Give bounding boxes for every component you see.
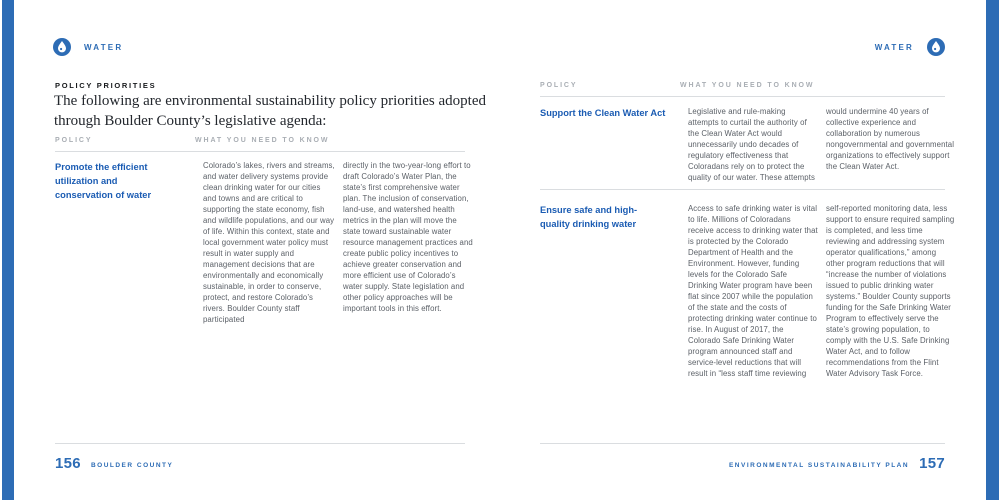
table-row (540, 106, 955, 183)
page-edge-accent-right (986, 0, 999, 500)
right-page-header (875, 38, 945, 56)
policy-body-column-1: Legislative and rule-making attempts to curtail the authority of the Clean Water Act would unnecessarily undo decades of regulatory effectiveness that Coloradans rely on to protect the quality of our water. These attempts (688, 107, 815, 182)
right-page-footer (729, 455, 945, 472)
policy-priorities-eyebrow: POLICY PRIORITIES (55, 81, 157, 90)
water-drop-icon (927, 38, 945, 56)
right-column-header-know: WHAT YOU NEED TO KNOW (680, 82, 815, 89)
left-page-header (53, 38, 123, 56)
right-footer-label: ENVIRONMENTAL SUSTAINABILITY PLAN (728, 462, 910, 469)
left-page-footer (55, 455, 173, 472)
policy-title: Ensure safe and high-quality drinking water (540, 205, 638, 229)
table-row (540, 203, 955, 379)
policy-body-column-2: directly in the two-year-long effort to draft Colorado’s Water Plan, the state’s first comprehensive water plan. The inclusion of conservation, land-use, and watershed health metrics in the plan will move the state toward sustainable water resource management practices and create public policy incentives to achieve greater conservation and more efficient use of Colorado’s water supply. State legislation and other policy approaches will be important tools in this effort. (343, 161, 473, 313)
table-row (55, 160, 471, 325)
right-table-row-divider (540, 189, 945, 190)
policy-body-column-2: self-reported monitoring data, less support to ensure required sampling is completed, and less time reviewing and addressing system operator qualifications,” among other program reductions that will “increase the number of violations issued to public drinking water systems.” Boulder County supports funding for the Safe Drinking Water Program to effectively serve the state’s growing population, to comply with the U.S. Safe Drinking Water Act, and to follow recommendations from the Flint Water Advisory Task Force. (826, 204, 955, 378)
policy-title: Support the Clean Water Act (540, 108, 666, 118)
policy-body-column-1: Colorado’s lakes, rivers and streams, and water delivery systems provide clean drinking water for our cities and towns and are critical to supporting the state economy, fish and wildlife populations, and our way of life. Within this context, state and local government water policy must result in water supply and management decisions that are environmentally and economically sustainable, in order to conserve, protect, and restore Colorado’s rivers. Boulder County staff participated (203, 161, 335, 324)
right-page-number: 157 (919, 455, 945, 472)
policy-body-column-1: Access to safe drinking water is vital to life. Millions of Coloradans receive access to drinking water that is protected by the Colorado Department of Health and the Environment. However, funding levels for the Colorado Safe Drinking Water program have been flat since 2007 while the population of the state and the costs of protecting drinking water continue to rise. In August of 2017, the Colorado Safe Drinking Water program announced staff and service-level reductions that will result in “less staff time reviewing (688, 204, 818, 378)
water-drop-icon (53, 38, 71, 56)
right-table-header-rule (540, 96, 945, 97)
left-page-footer-rule (55, 443, 465, 444)
left-page-headline: The following are environmental sustainability policy priorities adopted through Boulder County’s legislative agenda: (54, 93, 486, 129)
policy-body-column-2: would undermine 40 years of collective experience and collaboration by numerous nongovernmental and governmental organizations to effectively support the Clean Water Act. (826, 107, 955, 171)
left-section-label: WATER (84, 42, 124, 52)
page-edge-accent-left (2, 0, 14, 500)
left-table-header-rule (55, 151, 465, 152)
left-column-header-policy: POLICY (55, 137, 93, 144)
right-page-footer-rule (540, 443, 945, 444)
policy-title: Promote the efficient utilization and conservation of water (55, 162, 152, 200)
left-column-header-know: WHAT YOU NEED TO KNOW (195, 137, 330, 144)
left-table-column-headers (55, 137, 465, 144)
right-section-label: WATER (874, 42, 914, 52)
left-footer-label: BOULDER COUNTY (90, 462, 174, 469)
right-column-header-policy: POLICY (540, 82, 578, 89)
right-table-column-headers (540, 82, 945, 89)
left-page-number: 156 (55, 455, 81, 472)
